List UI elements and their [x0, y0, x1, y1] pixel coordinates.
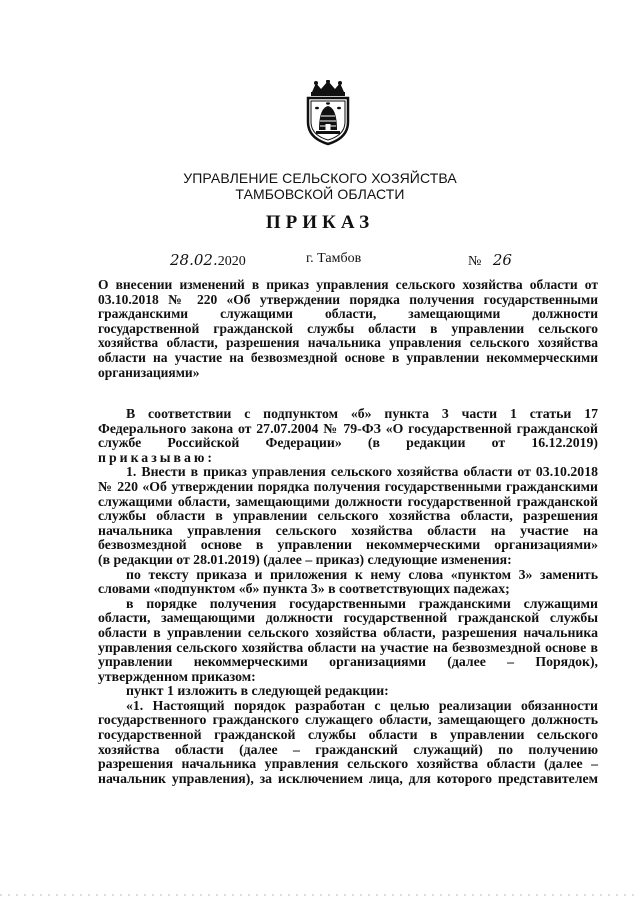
- body-line: Федерального закона от 27.07.2004 № 79-ФЗ «О государственной гражданской: [98, 420, 598, 436]
- body-line: «1. Настоящий порядок разработан с целью реализации обязанности: [126, 697, 598, 713]
- body-line: утвержденном приказом:: [98, 668, 256, 684]
- document-subject: [98, 278, 598, 380]
- subject-line: О внесении изменений в приказ управления сельского хозяйства области от: [98, 277, 598, 292]
- coat-of-arms-emblem: [302, 80, 354, 146]
- body-line: области, замещающими должности государственной гражданской службы: [98, 610, 598, 626]
- body-line: государственного гражданского служащего области, замещающего должность: [98, 712, 598, 728]
- subject-line: хозяйства области, разрешения начальника управления сельского хозяйства: [98, 335, 598, 351]
- date-year: 2020: [217, 254, 246, 269]
- subject-line: организациями»: [98, 364, 200, 380]
- body-line: начальника управления сельского хозяйства области на участие на: [98, 522, 598, 538]
- body-line: по тексту приказа и приложения к нему слова «пунктом 3» заменить: [126, 566, 598, 582]
- document-type-title: ПРИКАЗ: [265, 212, 375, 233]
- subject-line: области на участие на безвозмездной основе в управлении некоммерческими: [98, 349, 598, 365]
- body-line: пункт 1 изложить в следующей редакции:: [126, 683, 389, 699]
- body-line: служащими области, замещающими должности государственной гражданской: [98, 493, 598, 509]
- body-line: № 220 «Об утверждении порядка получения государственными гражданскими: [98, 478, 598, 494]
- subject-line: государственной гражданской службы области в управлении сельского: [98, 320, 598, 336]
- body-line: начальник управления), за исключением лица, для которого представителем: [98, 770, 598, 786]
- body-line: словами «подпунктом «б» пункта 3» в соответствующих падежах;: [98, 581, 510, 597]
- document-body: [98, 407, 598, 786]
- body-line: хозяйства области (далее – гражданский служащий) по получению: [98, 741, 598, 757]
- subject-line: 03.10.2018 № 220 «Об утверждении порядка получения государственными: [98, 291, 598, 307]
- body-line: области в управлении сельского хозяйства области, разрешения начальника: [98, 624, 598, 640]
- order-word: приказываю:: [98, 449, 216, 465]
- number-sign: №: [468, 254, 482, 269]
- body-line: (в редакции от 28.01.2019) (далее – приказ) следующие изменения:: [98, 551, 512, 567]
- body-line: управлении некоммерческими организациями (далее – Порядок),: [98, 654, 598, 670]
- body-line: 1. Внести в приказ управления сельского хозяйства области от 03.10.2018: [126, 464, 598, 480]
- body-line: разрешения начальника управления сельского хозяйства области (далее –: [98, 756, 598, 772]
- subject-line: гражданскими служащими области, замещающими должности: [98, 306, 598, 322]
- document-date: [170, 251, 246, 270]
- organization-name-line-2: ТАМБОВСКОЙ ОБЛАСТИ: [235, 186, 405, 202]
- body-line: безвозмездной основе в управлении некоммерческими организациями»: [98, 537, 598, 553]
- body-line: службы области в управлении сельского хозяйства области, разрешения: [98, 508, 598, 524]
- handwritten-number: 26: [492, 251, 512, 269]
- body-line: государственной гражданской службы области в управлении сельского: [98, 727, 598, 743]
- scan-edge-noise: [0, 892, 640, 898]
- body-line: службе Российской Федерации» (в редакции от 16.12.2019): [98, 435, 598, 451]
- document-city: г. Тамбов: [306, 251, 362, 266]
- handwritten-date: 28.02.: [170, 251, 218, 269]
- body-line: в порядке получения государственными гражданскими служащими: [126, 595, 598, 611]
- body-line: управления сельского хозяйства области на участие на безвозмездной основе в: [98, 639, 598, 655]
- body-line: В соответствии с подпунктом «б» пункта 3 части 1 статьи 17: [126, 406, 598, 421]
- organization-name-line-1: УПРАВЛЕНИЕ СЕЛЬСКОГО ХОЗЯЙСТВА: [183, 170, 457, 186]
- document-number: [468, 251, 512, 270]
